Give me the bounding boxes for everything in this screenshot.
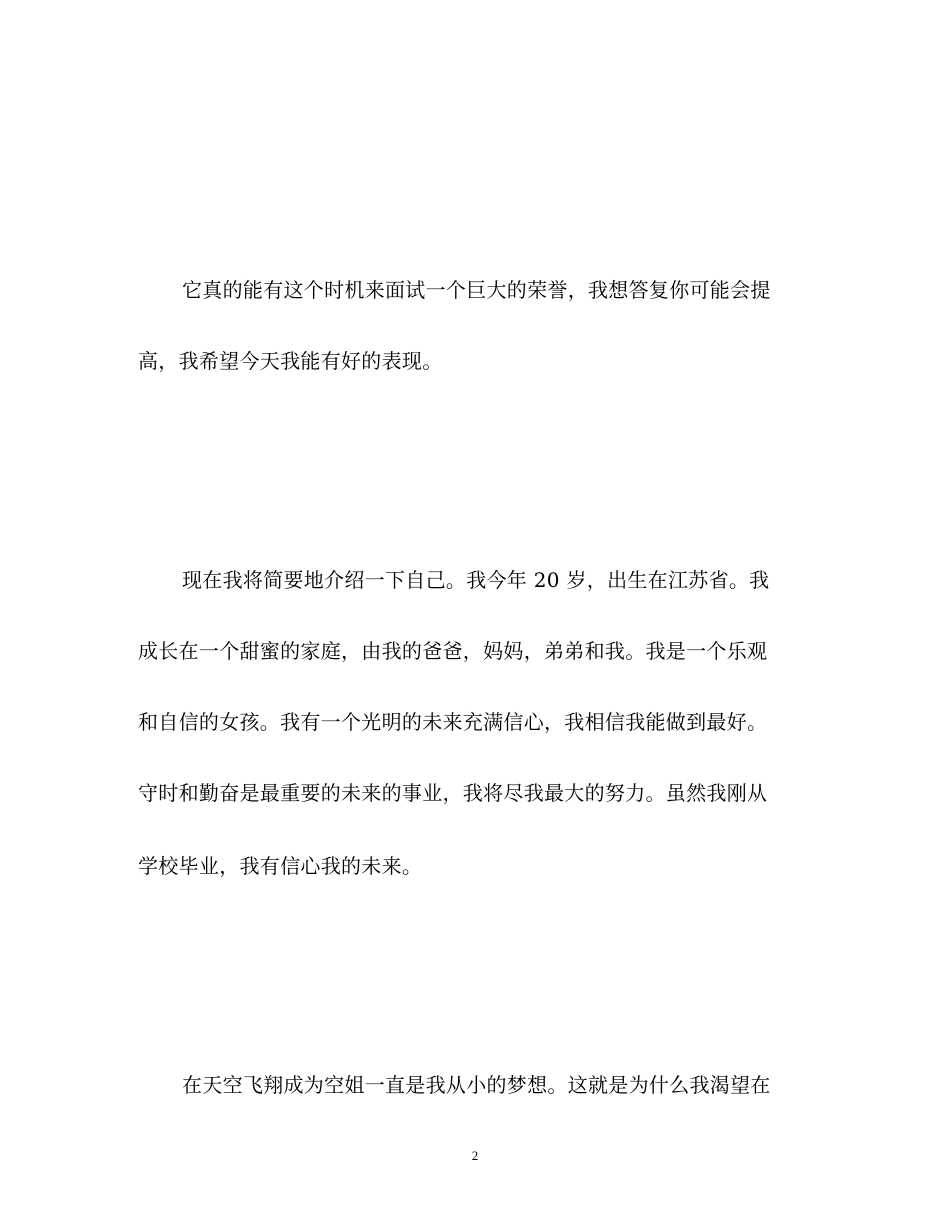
paragraph-1-line-1: 它真的能有这个时机来面试一个巨大的荣誉，我想答复你可能会提: [182, 278, 771, 302]
paragraph-2-line-2: 成长在一个甜蜜的家庭，由我的爸爸，妈妈，弟弟和我。我是一个乐观: [138, 639, 768, 663]
paragraph-2-line-1: 现在我将简要地介绍一下自己。我今年 20 岁，出生在江苏省。我: [182, 568, 770, 592]
paragraph-2-line-3: 和自信的女孩。我有一个光明的未来充满信心，我相信我能做到最好。: [138, 710, 768, 734]
paragraph-3-line-1: 在天空飞翔成为空姐一直是我从小的梦想。这就是为什么我渴望在: [182, 1073, 771, 1097]
page-number: 2: [471, 1148, 479, 1163]
paragraph-2-line-5: 学校毕业，我有信心我的未来。: [138, 854, 423, 878]
paragraph-2-line-4: 守时和勤奋是最重要的未来的事业，我将尽我最大的努力。虽然我刚从: [138, 781, 768, 805]
paragraph-1-line-2: 高，我希望今天我能有好的表现。: [138, 349, 443, 373]
